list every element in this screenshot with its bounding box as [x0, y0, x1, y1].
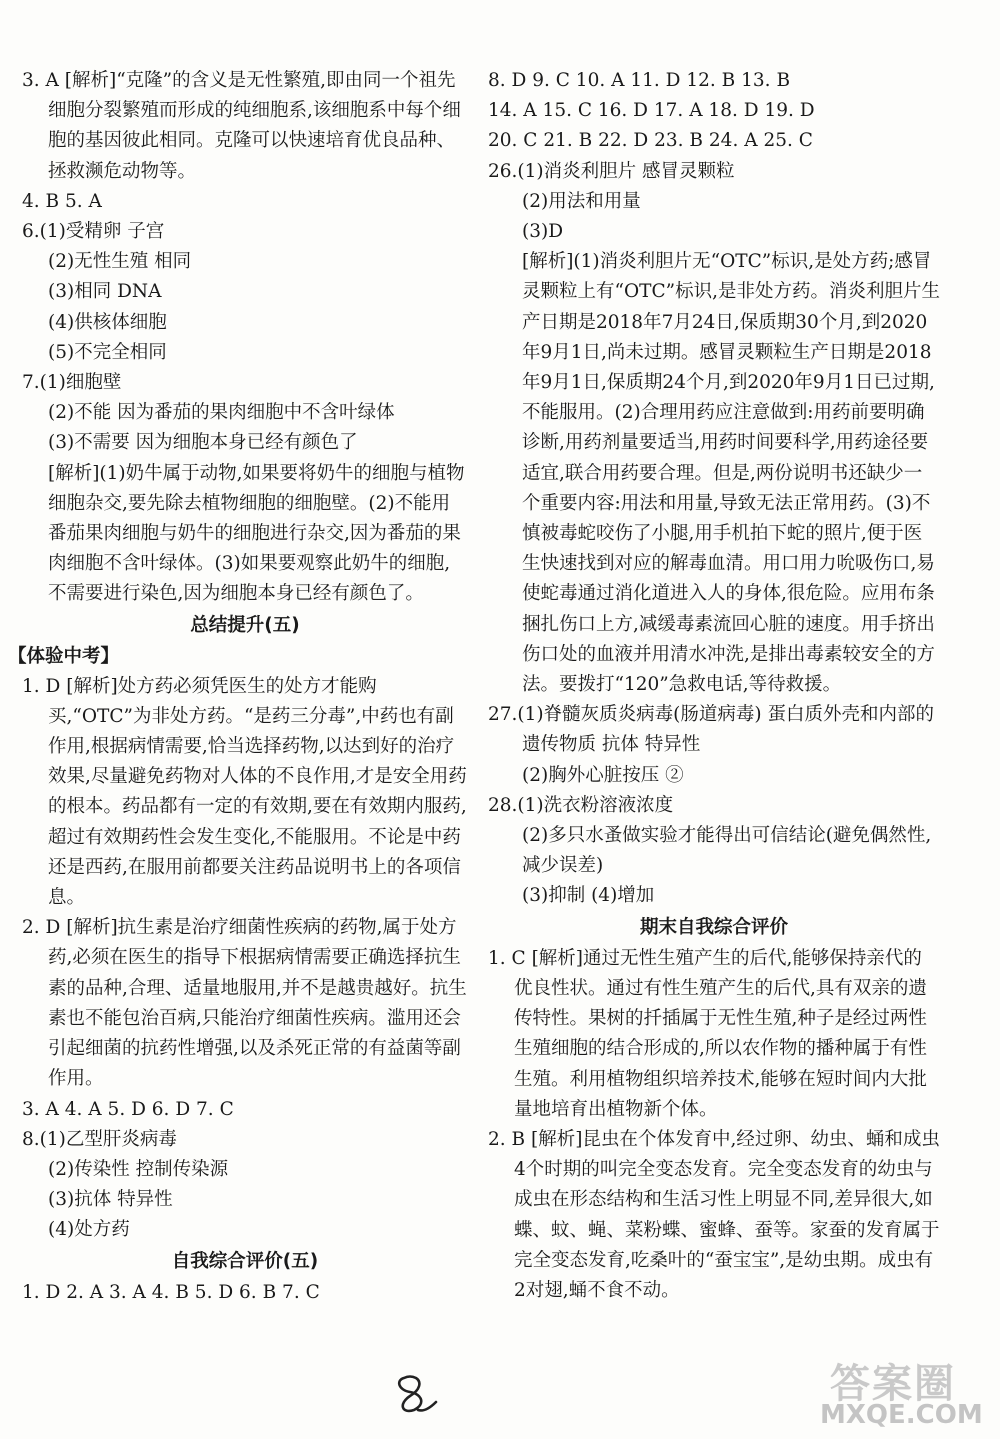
- answer-27: [488, 700, 940, 791]
- section-heading-final-eval: 期末自我综合评价: [639, 916, 788, 938]
- answer-28: [488, 791, 940, 912]
- answer-7-item: (3)不需要 因为细胞本身已经有颜色了: [48, 432, 358, 454]
- watermark-logo-text: 答案圈: [830, 1361, 956, 1407]
- final-answer-2: 2. B [解析]昆虫在个体发育中,经过卵、幼虫、蛹和成虫4个时期的叫完全变态发育。完全变态发育的幼虫与成虫在形态结构和生活习性上明显不同,差异很大,如蝶、蚊、蝇、菜粉蝶、蜜蜂、蚕等。家蚕的发育属于完全变态发育,吃桑叶的“蚕宝宝”,是幼虫期。成虫有2对翅,蛹不食不动。: [488, 1128, 940, 1301]
- answer-6-item: (1)受精卵 子宫: [39, 221, 165, 243]
- section-heading-self-eval: 自我综合评价(五): [171, 1250, 319, 1272]
- answer-28-label: 28.: [488, 794, 518, 816]
- answer-28-item: (1)洗衣粉溶液浓度: [517, 794, 674, 816]
- answer-26-label: 26.: [488, 160, 518, 182]
- answers-8-13: 8. D 9. C 10. A 11. D 12. B 13. B: [488, 70, 791, 91]
- exam-answer-8-item: (1)乙型肝炎病毒: [39, 1128, 177, 1150]
- final-answer-1: 1. C [解析]通过无性生殖产生的后代,能够保持亲代的优良性状。通过有性生殖产生的后代,具有双亲的遗传特性。果树的扦插属于无性生殖,种子是经过两性生殖细胞的结合形成的,所以农作物的播种属于有性生殖。利用植物组织培养技术,能够在短时间内大批量地培育出植物新个体。: [488, 947, 927, 1120]
- exam-answer-8: [22, 1125, 468, 1246]
- exam-answer-8-item: (4)处方药: [48, 1219, 130, 1241]
- exam-answer-8-label: 8.: [22, 1128, 40, 1150]
- section-label-exam: 【体验中考】: [8, 645, 120, 667]
- exam-answer-1: 1. D [解析]处方药必须凭医生的处方才能购买,“OTC”为非处方药。“是药三分毒”,中药也有副作用,根据病情需要,恰当选择药物,以达到好的治疗效果,尽量避免药物对人体的不良作用,才是安全用药的根本。药品都有一定的有效期,要在有效期内服药,超过有效期药性会发生变化,不能服用。不论是中药还是西药,在服用前都要关注药品说明书上的各项信息。: [22, 675, 467, 909]
- answer-6-item: (3)相同 DNA: [48, 281, 162, 303]
- answer-28-item: (3)抑制 (4)增加: [522, 885, 655, 907]
- answer-7-analysis: [解析](1)奶牛属于动物,如果要将奶牛的细胞与植物细胞杂交,要先除去植物细胞的细胞壁。(2)不能用番茄果肉细胞与奶牛的细胞进行杂交,因为番茄的果肉细胞不含叶绿体。(3)如果要观察此奶牛的细胞,不需要进行染色,因为细胞本身已经有颜色了。: [48, 462, 465, 605]
- answer-26-item: (3)D: [522, 221, 564, 243]
- answers-20-25: 20. C 21. B 22. D 23. B 24. A 25. C: [488, 130, 813, 152]
- answer-27-item: (2)胸外心脏按压 ②: [522, 764, 684, 786]
- answer-26-item: (1)消炎利胆片 感冒灵颗粒: [517, 160, 735, 182]
- exam-answer-2: 2. D [解析]抗生素是治疗细菌性疾病的药物,属于处方药,必须在医生的指导下根据病情需要正确选择抗生素的品种,合理、适量地服用,并不是越贵越好。抗生素也不能包治百病,只能治疗细菌性疾病。滥用还会引起细菌的抗药性增强,以及杀死正常的有益菌等副作用。: [22, 917, 467, 1090]
- answer-26-item: (2)用法和用量: [522, 190, 641, 212]
- answer-6-item: (2)无性生殖 相同: [48, 251, 192, 273]
- exam-answer-8-item: (2)传染性 控制传染源: [48, 1158, 229, 1180]
- watermark-url: MXQE.COM: [820, 1400, 983, 1430]
- answer-27-label: 27.: [488, 704, 518, 726]
- answer-7-item: (2)不能 因为番茄的果肉细胞中不含叶绿体: [48, 402, 395, 424]
- answer-28-item: (2)多只水蚤做实验才能得出可信结论(避免偶然性,减少误差): [522, 825, 932, 877]
- exam-answer-8-item: (3)抗体 特异性: [48, 1189, 173, 1211]
- answer-7-label: 7.: [22, 372, 40, 394]
- exam-answers-3-7: 3. A 4. A 5. D 6. D 7. C: [22, 1098, 234, 1120]
- answer-26-analysis: [解析](1)消炎利胆片无“OTC”标识,是处方药;感冒灵颗粒上有“OTC”标识,是非处方药。消炎利胆片生产日期是2018年7月24日,保质期30个月,到2020年9月1日,尚未过期。感冒灵颗粒生产日期是2018年9月1日,保质期24个月,到2020年9月1日已过期,不能服用。(2)合理用药应注意做到:用药前要明确诊断,用药剂量要适当,用药时间要科学,用药途径要适宜,联合用药要合理。但是,两份说明书还缺少一个重要内容:用法和用量,导致无法正常用药。(3)不慎被毒蛇咬伤了小腿,用手机拍下蛇的照片,便于医生快速找到对应的解毒血清。用口用力吮吸伤口,易使蛇毒通过消化道进入人的身体,很危险。应用布条捆扎伤口上方,减缓毒素流回心脏的速度。用手挤出伤口处的血液并用清水冲洗,是排出毒素较安全的方法。要拨打“120”急救电话,等待救援。: [522, 251, 940, 696]
- right-column: [488, 66, 940, 1306]
- watermark-logo: [790, 1352, 995, 1432]
- answers-4-5: 4. B 5. A: [22, 190, 102, 212]
- left-column: [8, 66, 468, 1308]
- section-heading-summary: 总结提升(五): [190, 614, 300, 636]
- self-eval-answers-1-7: 1. D 2. A 3. A 4. B 5. D 6. B 7. C: [22, 1281, 320, 1303]
- answer-6-label: 6.: [22, 221, 40, 243]
- answer-6-item: (4)供核体细胞: [48, 311, 167, 333]
- answer-26: [488, 157, 940, 701]
- answers-14-19: 14. A 15. C 16. D 17. A 18. D 19. D: [488, 100, 815, 122]
- handwritten-page-mark: [392, 1372, 442, 1416]
- answer-7: [22, 368, 468, 610]
- answer-27-item: (1)脊髓灰质炎病毒(肠道病毒) 蛋白质外壳和内部的遗传物质 抗体 特异性: [517, 704, 934, 756]
- answer-6: [22, 217, 468, 368]
- answer-3: 3. A [解析]“克隆”的含义是无性繁殖,即由同一个祖先细胞分裂繁殖而形成的纯细胞系,该细胞系中每个细胞的基因彼此相同。克隆可以快速培育优良品种、拯救濒危动物等。: [22, 70, 461, 182]
- answer-6-item: (5)不完全相同: [48, 341, 167, 363]
- answer-7-item: (1)细胞壁: [39, 372, 122, 394]
